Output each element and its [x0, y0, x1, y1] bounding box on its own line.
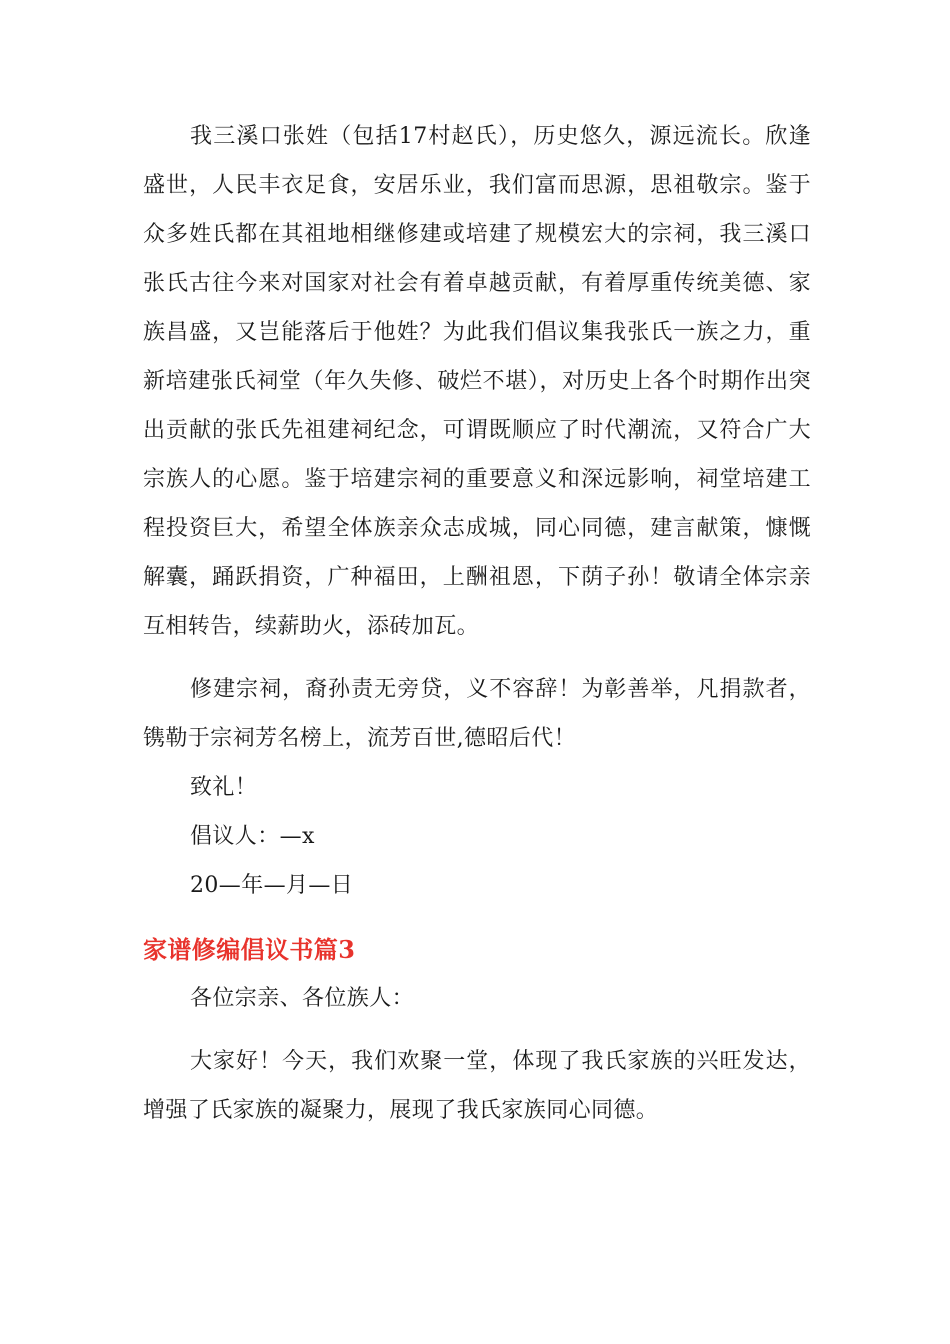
salutation: 致礼！ — [190, 775, 258, 800]
greeting-line: 各位宗亲、各位族人： — [190, 986, 415, 1011]
date-line: 20—年—月—日 — [190, 873, 354, 898]
body-paragraph-1: 我三溪口张姓（包括17村赵氏），历史悠久，源远流长。欣逢盛世，人民丰衣足食，安居乐业，我们富而思源，思祖敬宗。鉴于众多姓氏都在其祖地相继修建或培建了规模宏大的宗祠，我三溪口张氏古往今来对国家对社会有着卓越贡献，有着厚重传统美德、家族昌盛，又岂能落后于他姓？为此我们倡议集我张氏一族之力，重新培建张氏祠堂（年久失修、破烂不堪），对历史上各个时期作出突出贡献的张氏先祖建祠纪念，可谓既顺应了时代潮流，又符合广大宗族人的心愿。鉴于培建宗祠的重要意义和深远影响，祠堂培建工程投资巨大，希望全体族亲众志成城，同心同德，建言献策，慷慨解囊，踊跃捐资，广种福田，上酬祖恩，下荫子孙！敬请全体宗亲互相转告，续薪助火，添砖加瓦。 — [143, 124, 811, 639]
section-heading: 家谱修编倡议书篇3 — [143, 935, 356, 964]
signer-line: 倡议人：—x — [190, 824, 315, 849]
body-paragraph-3: 大家好！今天，我们欢聚一堂，体现了我氏家族的兴旺发达，增强了氏家族的凝聚力，展现了我氏家族同心同德。 — [143, 1049, 811, 1123]
body-paragraph-2: 修建宗祠，裔孙责无旁贷，义不容辞！为彰善举，凡捐款者，镌勒于宗祠芳名榜上，流芳百世,德昭后代！ — [143, 677, 811, 751]
document-page — [143, 112, 811, 1135]
